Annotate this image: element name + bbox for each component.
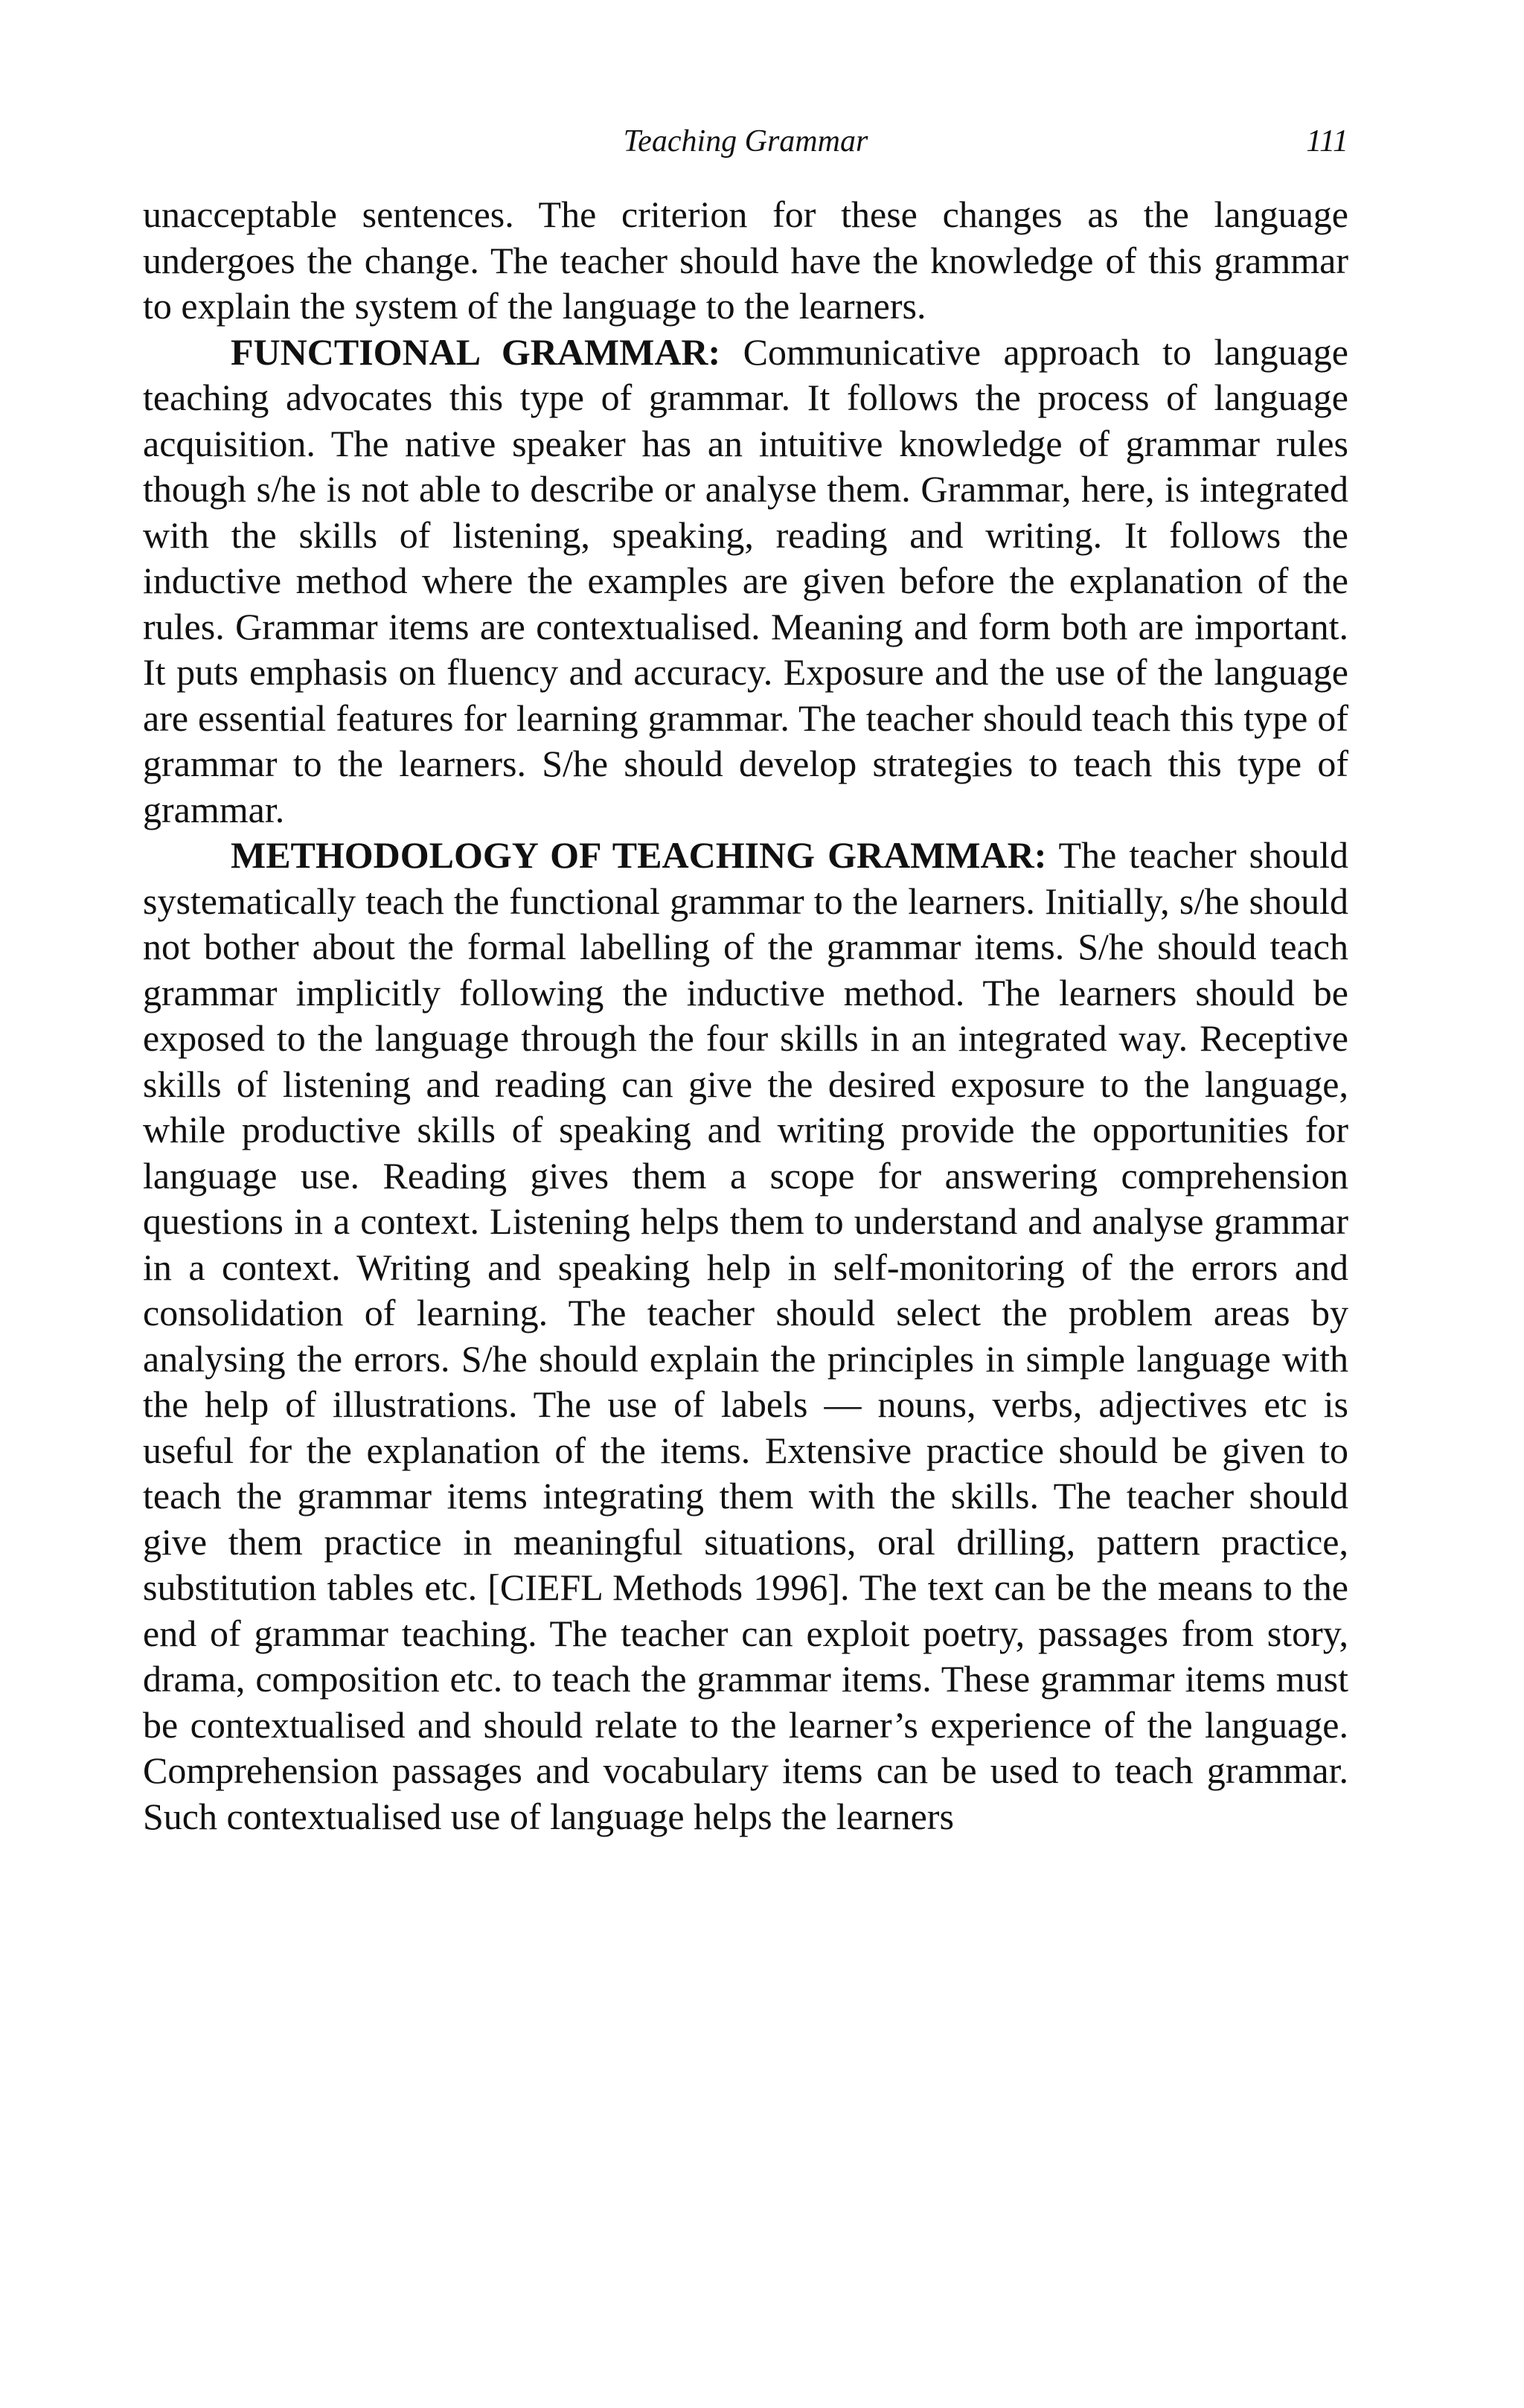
paragraph-methodology — [143, 833, 1348, 1839]
section-heading-methodology: METHODOLOGY OF TEACHING GRAMMAR: — [231, 834, 1047, 876]
section-heading-functional-grammar: FUNCTIONAL GRAMMAR: — [231, 330, 721, 373]
paragraph-continuation — [143, 192, 1348, 330]
body-text — [143, 192, 1348, 1839]
paragraph-text: Communicative approach to language teaching advocates this type of grammar. It follows the process of language acquisition. The native speaker has an intuitive knowledge of grammar rules though s/he is not able to describe or analyse them. Grammar, here, is integrated with the skills of listening, speaking, reading and writing. It follows the inductive method where the examples are given before the explanation of the rules. Grammar items are contextualised. Meaning and form both are important. It puts emphasis on fluency and accuracy. Exposure and the use of the language are essential features for learning grammar. The teacher should teach this type of grammar to the learners. S/he should develop strategies to teach this type of grammar. — [143, 330, 1349, 830]
running-title: Teaching Grammar — [623, 124, 868, 158]
paragraph-text: The teacher should systematically teach the functional grammar to the learners. Initially, s/he should not bother about the formal labelling of the grammar items. S/he should teach grammar implicitly following the inductive method. The learners should be exposed to the language through the four skills in an integrated way. Receptive skills of listening and reading can give the desired exposure to the language, while productive skills of speaking and writing provide the opportunities for language use. Reading gives them a scope for answering comprehension questions in a context. Listening helps them to understand and analyse grammar in a context. Writing and speaking help in self-monitoring of the errors and consolidation of learning. The teacher should select the problem areas by analysing the errors. S/he should explain the principles in simple language with the help of illustrations. The use of labels — nouns, verbs, adjectives etc is useful for the explanation of the items. Extensive practice should be given to teach the grammar items integrating them with the skills. The teacher should give them practice in meaningful situations, oral drilling, pattern practice, substitution tables etc. [CIEFL Methods 1996]. The text can be the means to the end of grammar teaching. The teacher can exploit poetry, passages from story, drama, composition etc. to teach the grammar items. These grammar items must be contextualised and should relate to the learner’s experience of the language. Comprehension passages and vocabulary items can be used to teach grammar. Such contextualised use of language helps the learners — [143, 834, 1348, 1837]
paragraph-functional-grammar — [143, 330, 1348, 833]
paragraph-text: unacceptable sentences. The criterion for these changes as the language undergoes the change. The teacher should have the knowledge of this grammar to explain the system of the language to the learners. — [143, 193, 1348, 327]
page-number: 111 — [1306, 124, 1348, 158]
running-header — [143, 119, 1348, 164]
